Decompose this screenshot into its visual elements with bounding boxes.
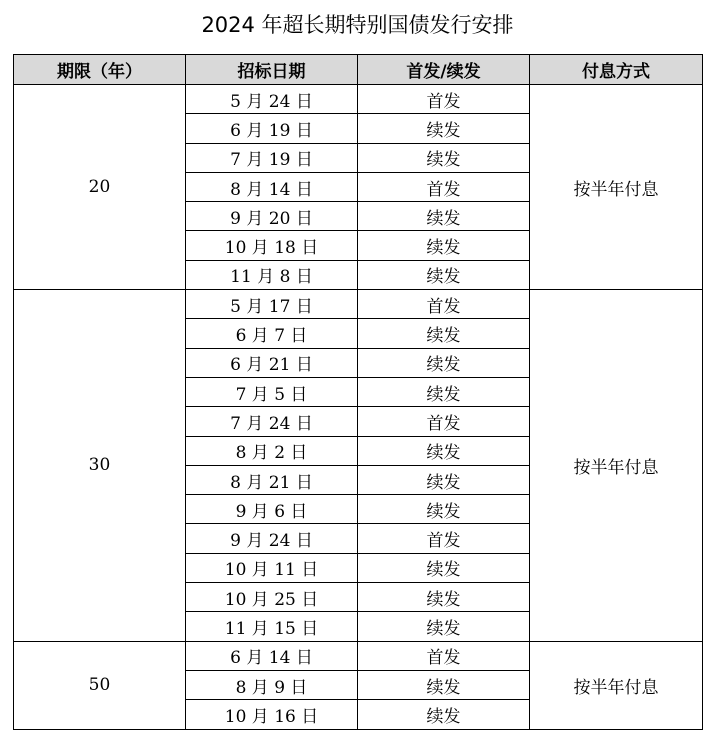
issue-type-cell: 续发 bbox=[358, 231, 530, 260]
table-header-row bbox=[14, 55, 703, 85]
tender-date-cell: 10 月 11 日 bbox=[186, 553, 358, 582]
issue-type-cell: 首发 bbox=[358, 172, 530, 201]
tender-date-cell: 9 月 20 日 bbox=[186, 202, 358, 231]
tender-date-cell: 7 月 5 日 bbox=[186, 377, 358, 406]
term-cell: 50 bbox=[14, 641, 186, 729]
issue-type-cell: 续发 bbox=[358, 377, 530, 406]
header-tender-date: 招标日期 bbox=[186, 55, 358, 85]
tender-date-cell: 8 月 21 日 bbox=[186, 465, 358, 494]
tender-date-cell: 10 月 25 日 bbox=[186, 583, 358, 612]
payment-method-cell: 按半年付息 bbox=[530, 641, 703, 729]
issue-type-cell: 续发 bbox=[358, 319, 530, 348]
tender-date-cell: 10 月 18 日 bbox=[186, 231, 358, 260]
tender-date-cell: 8 月 14 日 bbox=[186, 172, 358, 201]
issue-type-cell: 首发 bbox=[358, 407, 530, 436]
tender-date-cell: 6 月 14 日 bbox=[186, 641, 358, 670]
tender-date-cell: 8 月 9 日 bbox=[186, 670, 358, 699]
issue-type-cell: 续发 bbox=[358, 495, 530, 524]
issue-type-cell: 续发 bbox=[358, 700, 530, 729]
header-term: 期限（年） bbox=[14, 55, 186, 85]
tender-date-cell: 10 月 16 日 bbox=[186, 700, 358, 729]
tender-date-cell: 6 月 19 日 bbox=[186, 114, 358, 143]
header-issue-type: 首发/续发 bbox=[358, 55, 530, 85]
table-body bbox=[14, 85, 703, 730]
tender-date-cell: 11 月 8 日 bbox=[186, 260, 358, 289]
header-payment-method: 付息方式 bbox=[530, 55, 703, 85]
term-cell: 30 bbox=[14, 290, 186, 642]
issue-type-cell: 续发 bbox=[358, 583, 530, 612]
tender-date-cell: 9 月 24 日 bbox=[186, 524, 358, 553]
payment-method-cell: 按半年付息 bbox=[530, 85, 703, 290]
issue-type-cell: 首发 bbox=[358, 290, 530, 319]
issue-type-cell: 续发 bbox=[358, 202, 530, 231]
tender-date-cell: 5 月 24 日 bbox=[186, 85, 358, 114]
tender-date-cell: 7 月 19 日 bbox=[186, 143, 358, 172]
table-row bbox=[14, 290, 703, 319]
issue-type-cell: 续发 bbox=[358, 670, 530, 699]
issue-type-cell: 续发 bbox=[358, 143, 530, 172]
issue-type-cell: 续发 bbox=[358, 260, 530, 289]
issue-type-cell: 续发 bbox=[358, 436, 530, 465]
issue-type-cell: 续发 bbox=[358, 553, 530, 582]
document-title: 2024 年超长期特别国债发行安排 bbox=[201, 13, 514, 37]
tender-date-cell: 6 月 7 日 bbox=[186, 319, 358, 348]
tender-date-cell: 5 月 17 日 bbox=[186, 290, 358, 319]
tender-date-cell: 6 月 21 日 bbox=[186, 348, 358, 377]
tender-date-cell: 8 月 2 日 bbox=[186, 436, 358, 465]
bond-issuance-table bbox=[13, 54, 703, 730]
issue-type-cell: 续发 bbox=[358, 114, 530, 143]
tender-date-cell: 9 月 6 日 bbox=[186, 495, 358, 524]
tender-date-cell: 11 月 15 日 bbox=[186, 612, 358, 641]
term-cell: 20 bbox=[14, 85, 186, 290]
issue-type-cell: 首发 bbox=[358, 524, 530, 553]
tender-date-cell: 7 月 24 日 bbox=[186, 407, 358, 436]
issue-type-cell: 首发 bbox=[358, 85, 530, 114]
issue-type-cell: 续发 bbox=[358, 612, 530, 641]
issue-type-cell: 首发 bbox=[358, 641, 530, 670]
issue-type-cell: 续发 bbox=[358, 465, 530, 494]
table-row bbox=[14, 85, 703, 114]
table-row bbox=[14, 641, 703, 670]
payment-method-cell: 按半年付息 bbox=[530, 290, 703, 642]
issue-type-cell: 续发 bbox=[358, 348, 530, 377]
